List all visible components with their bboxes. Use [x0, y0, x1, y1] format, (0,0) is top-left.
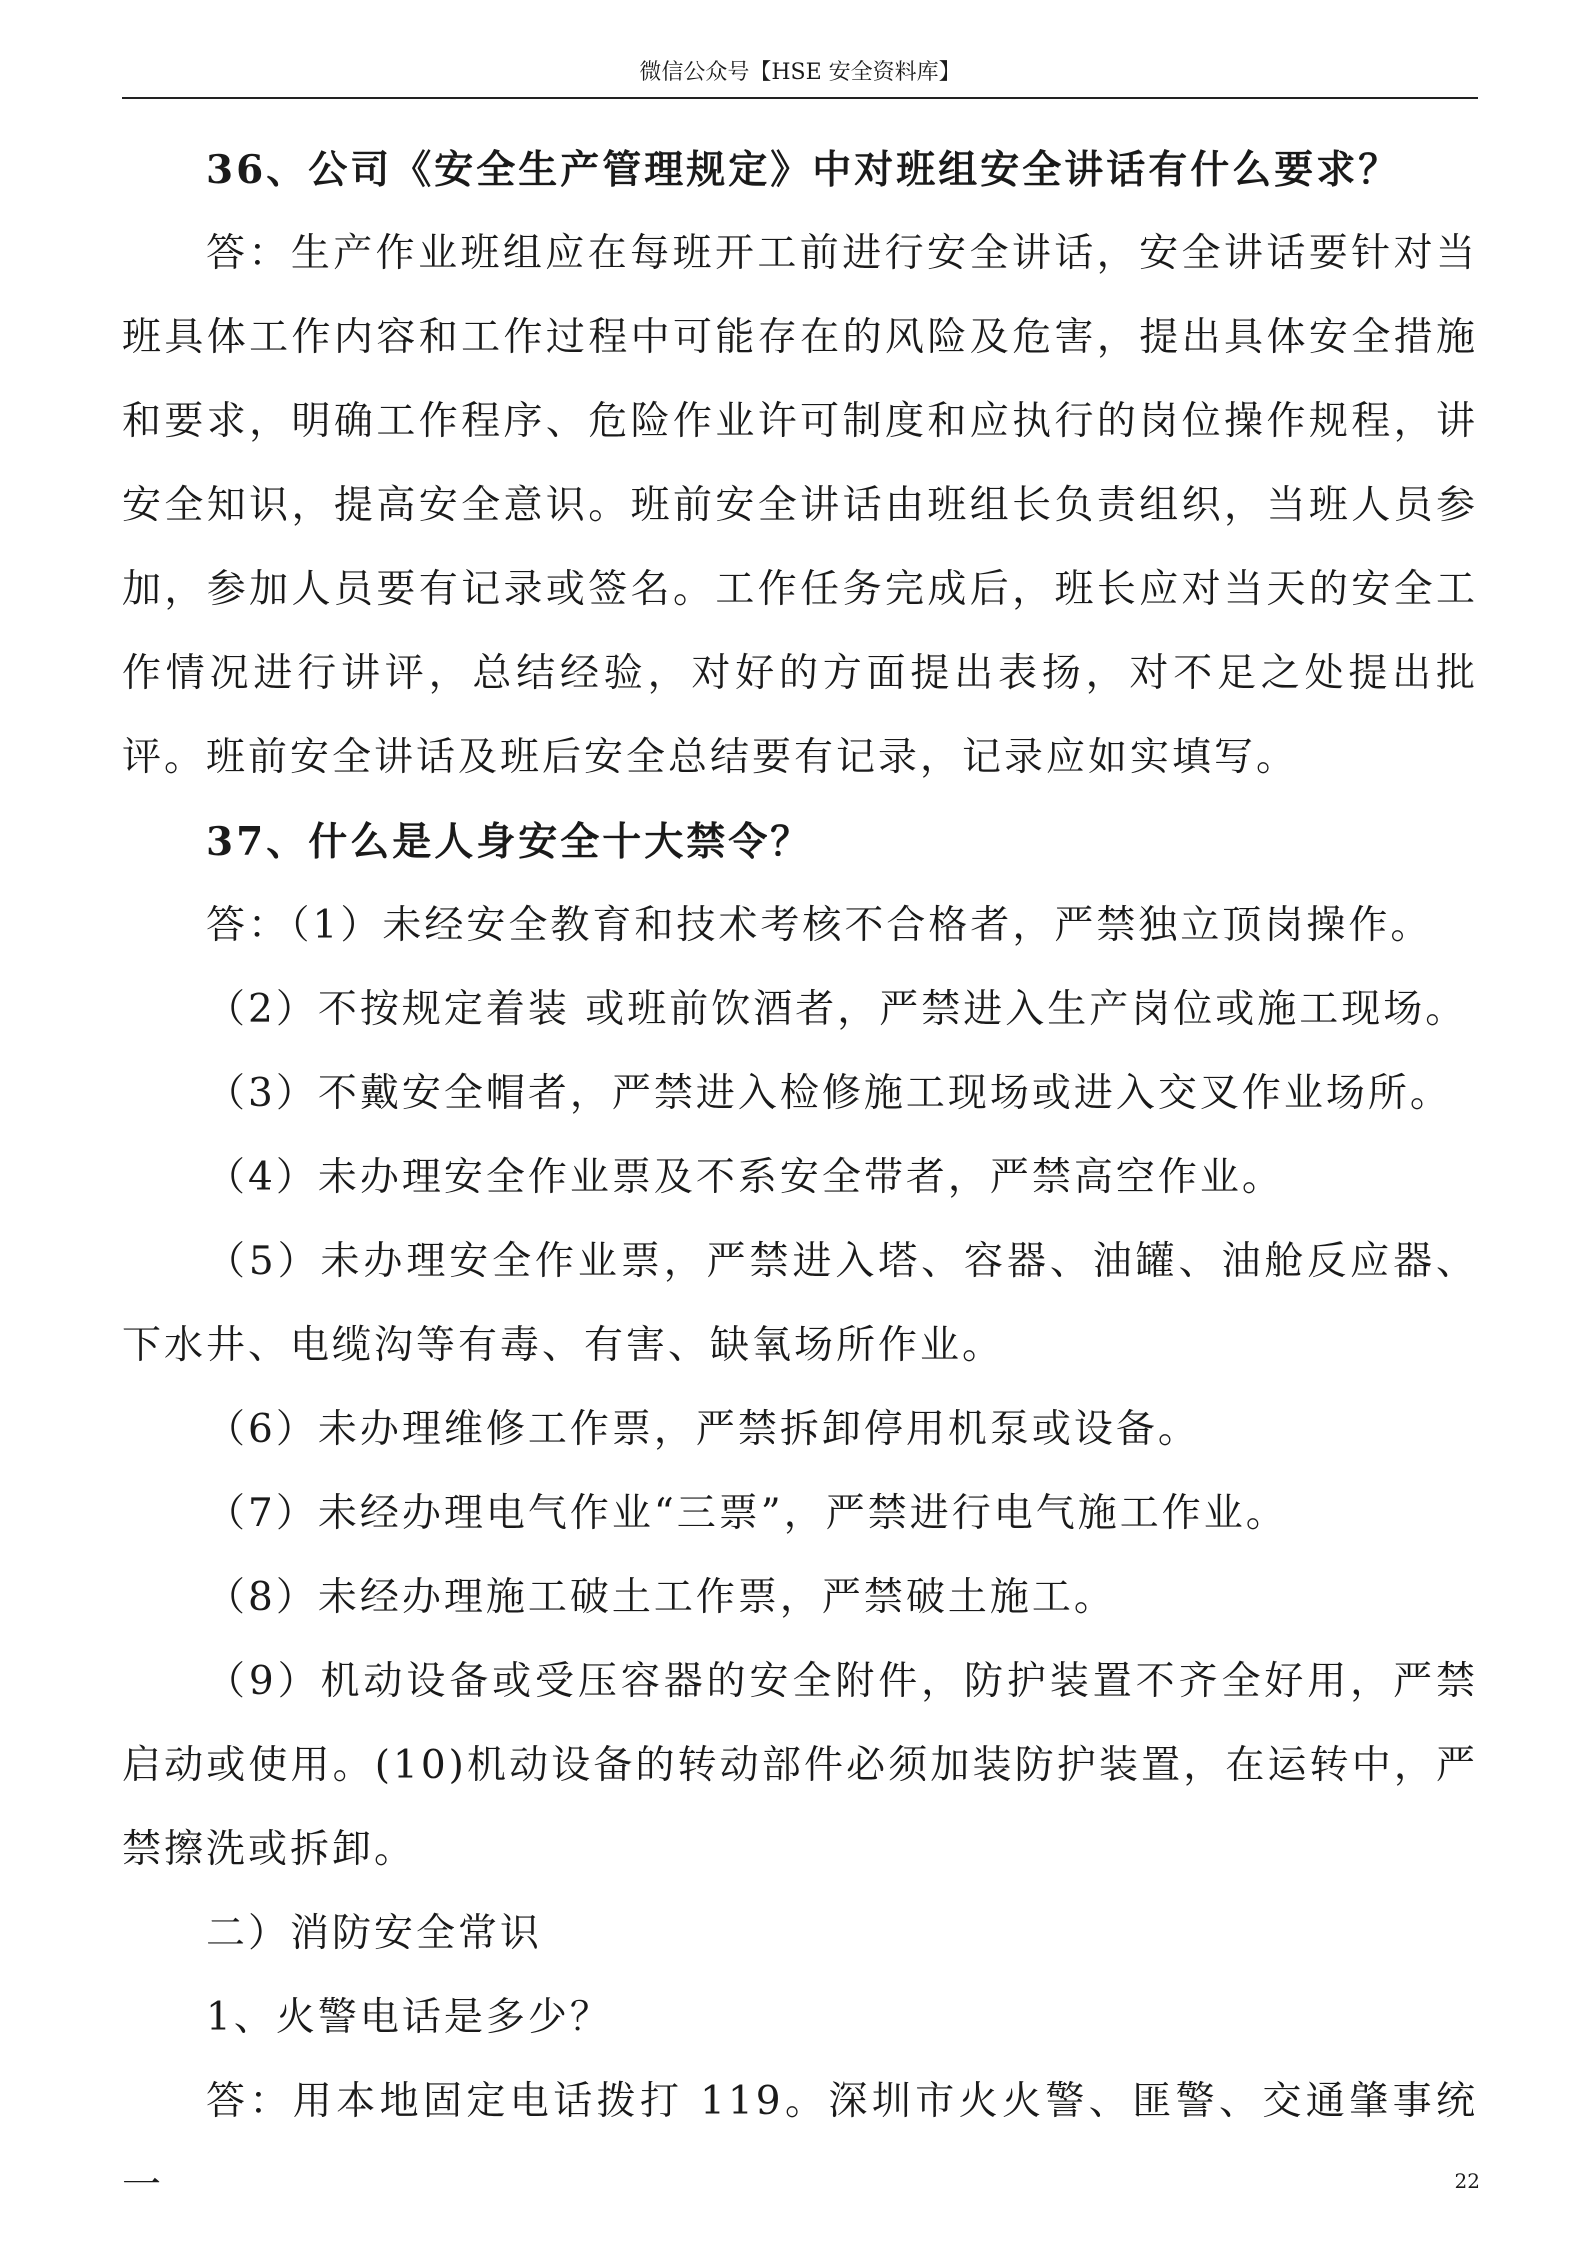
- question-1-answer: 答：用本地固定电话拨打 119。深圳市火火警、匪警、交通肇事统一: [122, 2079, 1478, 2208]
- ban-item-4: （4）未办理安全作业票及不系安全带者，严禁高空作业。: [206, 1155, 1284, 1200]
- section-2-title: 二）消防安全常识: [206, 1911, 543, 1956]
- question-36-title: 36、公司《安全生产管理规定》中对班组安全讲话有什么要求？: [206, 147, 1401, 193]
- question-37-title: 37、什么是人身安全十大禁令？: [206, 819, 813, 865]
- document-body: [122, 128, 1478, 2228]
- ban-item-6: （6）未办理维修工作票，严禁拆卸停用机泵或设备。: [206, 1407, 1200, 1452]
- page-header: 微信公众号【HSE 安全资料库】: [639, 60, 961, 85]
- ban-item-1: 答：（1）未经安全教育和技术考核不合格者，严禁独立顶岗操作。: [206, 903, 1433, 948]
- ban-item-8: （8）未经办理施工破土工作票，严禁破土施工。: [206, 1575, 1116, 1620]
- ban-item-2: （2）不按规定着装 或班前饮酒者，严禁进入生产岗位或施工现场。: [206, 987, 1468, 1032]
- header-divider: [122, 97, 1478, 99]
- ban-item-5: （5）未办理安全作业票，严禁进入塔、容器、油罐、油舱反应器、下水井、电缆沟等有毒、有害、缺氧场所作业。: [122, 1239, 1478, 1368]
- ban-item-3: （3）不戴安全帽者，严禁进入检修施工现场或进入交叉作业场所。: [206, 1071, 1452, 1116]
- question-1-title: 1、火警电话是多少？: [206, 1995, 612, 2040]
- ban-item-9-10: （9）机动设备或受压容器的安全附件，防护装置不齐全好用，严禁启动或使用。(10)机动设备的转动部件必须加装防护装置，在运转中，严禁擦洗或拆卸。: [122, 1659, 1478, 1872]
- ban-item-7: （7）未经办理电气作业“三票”，严禁进行电气施工作业。: [206, 1491, 1288, 1536]
- page-number: 22: [1454, 2169, 1480, 2193]
- question-36-answer: 答：生产作业班组应在每班开工前进行安全讲话，安全讲话要针对当班具体工作内容和工作过程中可能存在的风险及危害，提出具体安全措施和要求，明确工作程序、危险作业许可制度和应执行的岗位操作规程，讲安全知识，提高安全意识。班前安全讲话由班组长负责组织，当班人员参加，参加人员要有记录或签名。工作任务完成后，班长应对当天的安全工作情况进行讲评，总结经验，对好的方面提出表扬，对不足之处提出批评。班前安全讲话及班后安全总结要有记录，记录应如实填写。: [122, 231, 1478, 780]
